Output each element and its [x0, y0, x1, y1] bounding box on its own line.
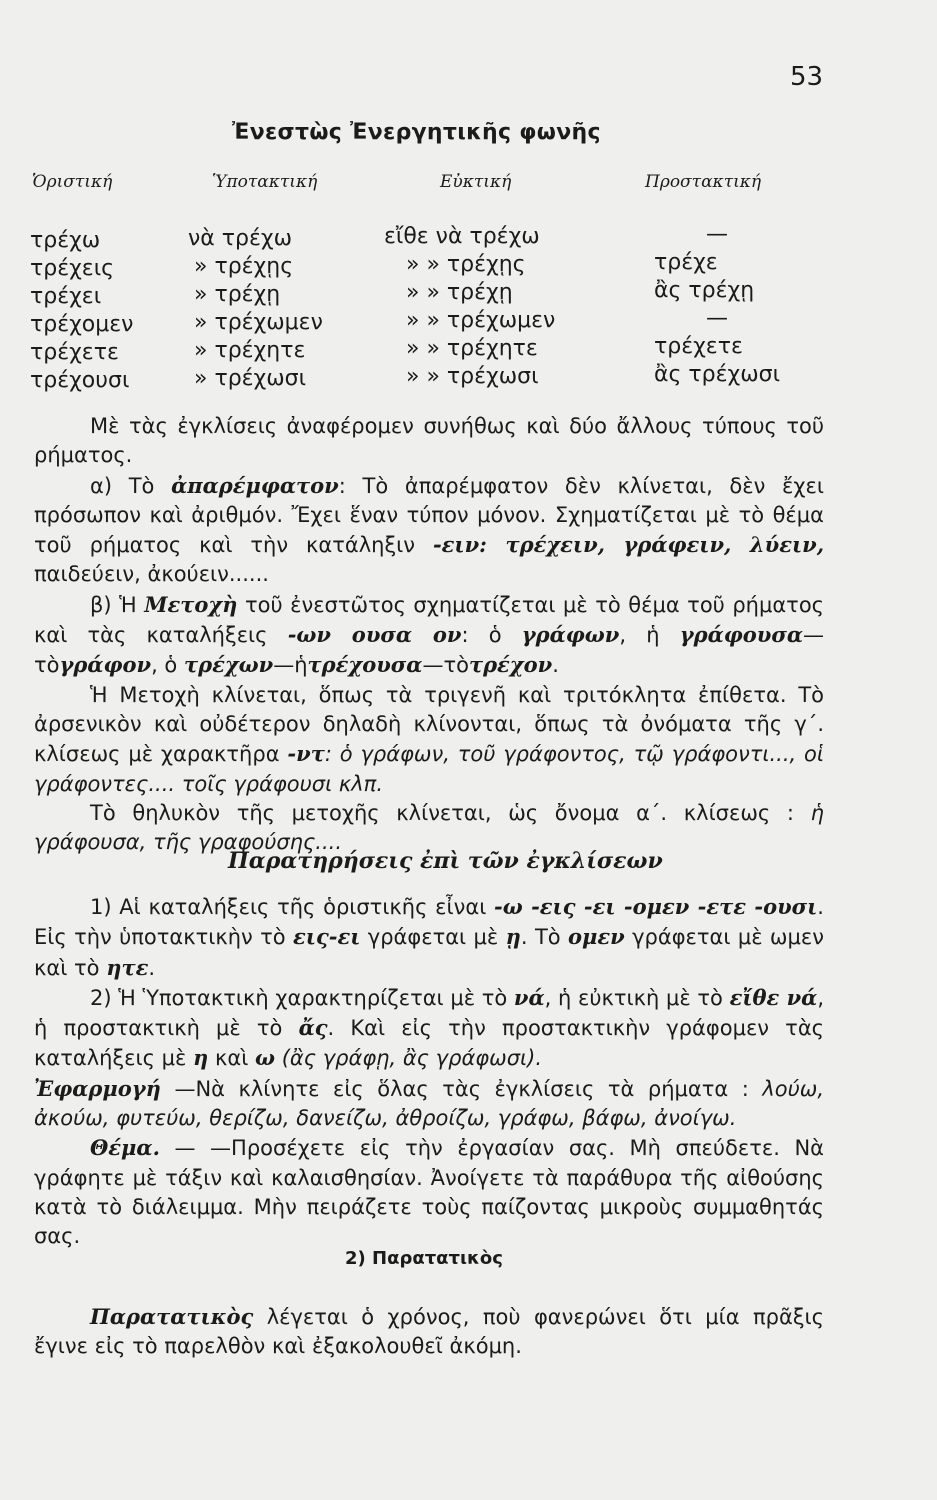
participle-endings: -ων ουσα ον	[287, 622, 462, 648]
infinitive-ending: -ειν	[432, 532, 480, 558]
text-fragment: γράφεται μὲ ωμεν καὶ τὸ	[34, 925, 824, 980]
ending-token: εις-ει	[293, 924, 361, 950]
text-fragment: , ἡ	[619, 623, 660, 648]
observation-2	[34, 983, 824, 1074]
theme-paragraph	[34, 1133, 824, 1251]
application-label: Ἐφαρμογή	[34, 1075, 161, 1101]
efktiki-cell: » » τρέχωμεν	[406, 308, 556, 333]
participle-example: τρέχον	[468, 652, 553, 678]
text-fragment: , ἡ εὐκτικὴ μὲ τὸ	[544, 985, 723, 1010]
ypotaktiki-cell: » τρέχωσι	[194, 366, 307, 391]
text-fragment: γράφεται μὲ	[367, 925, 499, 950]
infinitive-examples: : τρέχειν, γράφειν, λύειν,	[479, 532, 825, 558]
observations-text	[34, 892, 824, 1252]
oristiki-cell: τρέχει	[30, 284, 102, 309]
text-fragment: : ὁ	[461, 623, 502, 648]
intro-paragraph: Μὲ τὰς ἐγκλίσεις ἀναφέρομεν συνήθως καὶ δύο ἄλλους τύπους τοῦ ρήματος.	[34, 414, 824, 468]
infinitive-text: : Τὸ ἀπαρέμφατον δὲν κλίνεται, δὲν ἔχει πρόσωπον καὶ ἀριθμόν. Ἔχει ἕναν τύπον μόνον. Σχηματίζεται μὲ τὸ θέμα τοῦ ρήματος καὶ τὴν κατάληξιν	[34, 473, 824, 558]
text-fragment: καὶ	[214, 1046, 249, 1071]
infinitive-participle-text	[34, 412, 824, 857]
declension-examples: : ὁ γράφων, τοῦ γράφοντος, τῷ γράφοντι..., οἱ γράφοντες.... τοῖς γράφουσι κλπ.	[34, 742, 824, 796]
participle-paragraph	[34, 590, 824, 681]
participle-example: γράφουσα	[679, 622, 803, 648]
term-imperfect: Παρατατικὸς	[90, 1304, 254, 1329]
particle-token: εἴθε νά	[729, 984, 818, 1010]
prostaktiki-cell: τρέχετε	[654, 334, 743, 359]
participle-example: τρέχων	[183, 652, 274, 678]
ending-token: ομεν	[568, 924, 625, 950]
particle-token: νά	[513, 984, 545, 1010]
text-fragment: . Καὶ εἰς τὴν προστακτικὴν γράφομεν τὰς καταλήξεις μὲ	[34, 1016, 824, 1071]
ending-token: ῃ	[505, 924, 521, 950]
participle-example: γράφων	[521, 622, 620, 648]
section-title: Ἐνεστὼς Ἐνεργητικῆς φωνῆς	[232, 120, 601, 145]
ending-token: ητε	[106, 954, 149, 980]
declension-text: Ἡ Μετοχὴ κλίνεται, ὅπως τὰ τριγενῆ καὶ τριτόκλητα ἐπίθετα. Τὸ ἀρσενικὸν καὶ οὐδέτερον δηλαδὴ κλίνονται, ὅπως τὰ ὀνόματα τῆς γ΄. κλίσεως μὲ χαρακτῆρα	[34, 682, 824, 767]
observations-heading: Παρατηρήσεις ἐπὶ τῶν ἐγκλίσεων	[228, 848, 663, 874]
text-fragment: —ἡ	[273, 653, 308, 678]
page-number: 53	[790, 62, 824, 92]
text-fragment: , ἡ προστακτικὴ μὲ τὸ	[34, 985, 824, 1041]
text-fragment: . Εἰς τὴν ὑποτακτικὴν τὸ	[34, 895, 824, 950]
oristiki-cell: τρέχεις	[30, 256, 115, 281]
text-fragment: 2) Ἡ Ὑποτακτικὴ χαρακτηρίζεται μὲ τὸ	[90, 985, 508, 1010]
oristiki-cell: τρέχομεν	[30, 312, 134, 337]
participle-example: τρέχουσα	[307, 652, 423, 678]
ypotaktiki-cell: » τρέχωμεν	[194, 310, 323, 335]
application-paragraph	[34, 1074, 824, 1134]
particle-token: ἄς	[298, 1015, 328, 1041]
character-ending: -ντ	[287, 741, 325, 767]
efktiki-cell: » » τρέχῃ	[406, 280, 513, 305]
ypotaktiki-cell: » τρέχητε	[194, 338, 306, 363]
participle-declension-paragraph	[34, 681, 824, 799]
ypotaktiki-cell: νὰ τρέχω	[188, 226, 293, 251]
participle-example: γράφον	[59, 652, 152, 678]
imperative-examples: (ἂς γράφῃ, ἂς γράφωσι).	[281, 1046, 543, 1071]
efktiki-cell: » » τρέχῃς	[406, 252, 526, 277]
feminine-examples: ἡ γράφουσα, τῆς γραφούσης....	[34, 800, 824, 855]
oristiki-cell: τρέχουσι	[30, 368, 130, 393]
label-b: β) Ἡ	[90, 592, 137, 617]
prostaktiki-cell: —	[706, 222, 728, 247]
label-a: α) Τὸ	[90, 473, 155, 498]
application-words: λούω, ἀκούω, φυτεύω, θερίζω, δανείζω, ἀθροίζω, γράφω, βάφω, ἀνοίγω.	[34, 1076, 825, 1131]
term-infinitive: ἀπαρέμφατον	[171, 472, 339, 498]
header-ypotaktiki: Ὑποτακτική	[212, 172, 318, 192]
theme-text: — —Προσέχετε εἰς τὴν ἐργασίαν σας. Μὴ σπεύδετε. Νὰ γράφητε μὲ τάξιν καὶ καλαισθησίαν. Ἀνοίγετε τὰ παράθυρα τῆς αἰθούσης κατὰ τὸ διάλειμμα. Μὴν πειράζετε τοὺς παίζοντας μικροὺς συμμαθητάς σας.	[34, 1136, 824, 1249]
imperfect-text	[34, 1302, 824, 1362]
theme-label: Θέμα.	[90, 1135, 160, 1161]
text-fragment: .	[552, 653, 559, 678]
text-fragment: . Τὸ	[520, 925, 561, 950]
ypotaktiki-cell: » τρέχῃς	[194, 254, 294, 279]
text-fragment: —τὸ	[422, 653, 469, 678]
ypotaktiki-cell: » τρέχῃ	[194, 282, 281, 307]
infinitive-paragraph	[34, 471, 824, 590]
ending-token: η	[193, 1045, 209, 1071]
imperfect-definition	[34, 1302, 824, 1362]
efktiki-cell: » » τρέχητε	[406, 336, 538, 361]
imperfect-body: λέγεται ὁ χρόνος, ποὺ φανερώνει ὅτι μία πρᾶξις ἔγινε εἰς τὸ παρελθὸν καὶ ἐξακολουθεῖ ἀκόμη.	[34, 1305, 824, 1359]
imperfect-section-heading: 2) Παρατατικὸς	[345, 1248, 503, 1269]
participle-text: τοῦ ἐνεστῶτος σχηματίζεται μὲ τὸ θέμα τοῦ ρήματος καὶ τὰς καταλήξεις	[34, 592, 824, 648]
feminine-text: Τὸ θηλυκὸν τῆς μετοχῆς κλίνεται, ὡς ὄνομα α΄. κλίσεως :	[90, 800, 794, 825]
observation-1	[34, 892, 824, 983]
text-fragment: 1) Αἱ καταλήξεις τῆς ὁριστικῆς εἶναι	[90, 895, 487, 919]
header-prostaktiki: Προστακτική	[645, 172, 762, 192]
header-efktiki: Εὐκτική	[440, 172, 512, 192]
infinitive-examples-rest: παιδεύειν, ἀκούειν......	[34, 562, 269, 587]
prostaktiki-cell: ἂς τρέχῃ	[654, 278, 755, 303]
term-participle: Μετοχὴ	[144, 591, 238, 617]
prostaktiki-cell: ἂς τρέχωσι	[654, 362, 781, 387]
indicative-endings: -ω -εις -ει -ομεν -ετε -ουσι	[494, 894, 818, 919]
efktiki-cell: εἴθε νὰ τρέχω	[384, 224, 540, 249]
prostaktiki-cell: τρέχε	[654, 250, 718, 275]
header-oristiki: Ὁριστική	[32, 172, 113, 192]
oristiki-cell: τρέχετε	[30, 340, 119, 365]
oristiki-cell: τρέχω	[30, 228, 101, 253]
text-fragment: —τὸ	[34, 623, 824, 678]
prostaktiki-cell: —	[706, 306, 728, 331]
application-text: —Νὰ κλίνητε εἰς ὅλας τὰς ἐγκλίσεις τὰ ρήματα :	[174, 1076, 749, 1101]
text-fragment: .	[148, 955, 156, 980]
text-fragment: , ὁ	[151, 653, 178, 678]
efktiki-cell: » » τρέχωσι	[406, 364, 539, 389]
ending-token: ω	[255, 1045, 275, 1071]
